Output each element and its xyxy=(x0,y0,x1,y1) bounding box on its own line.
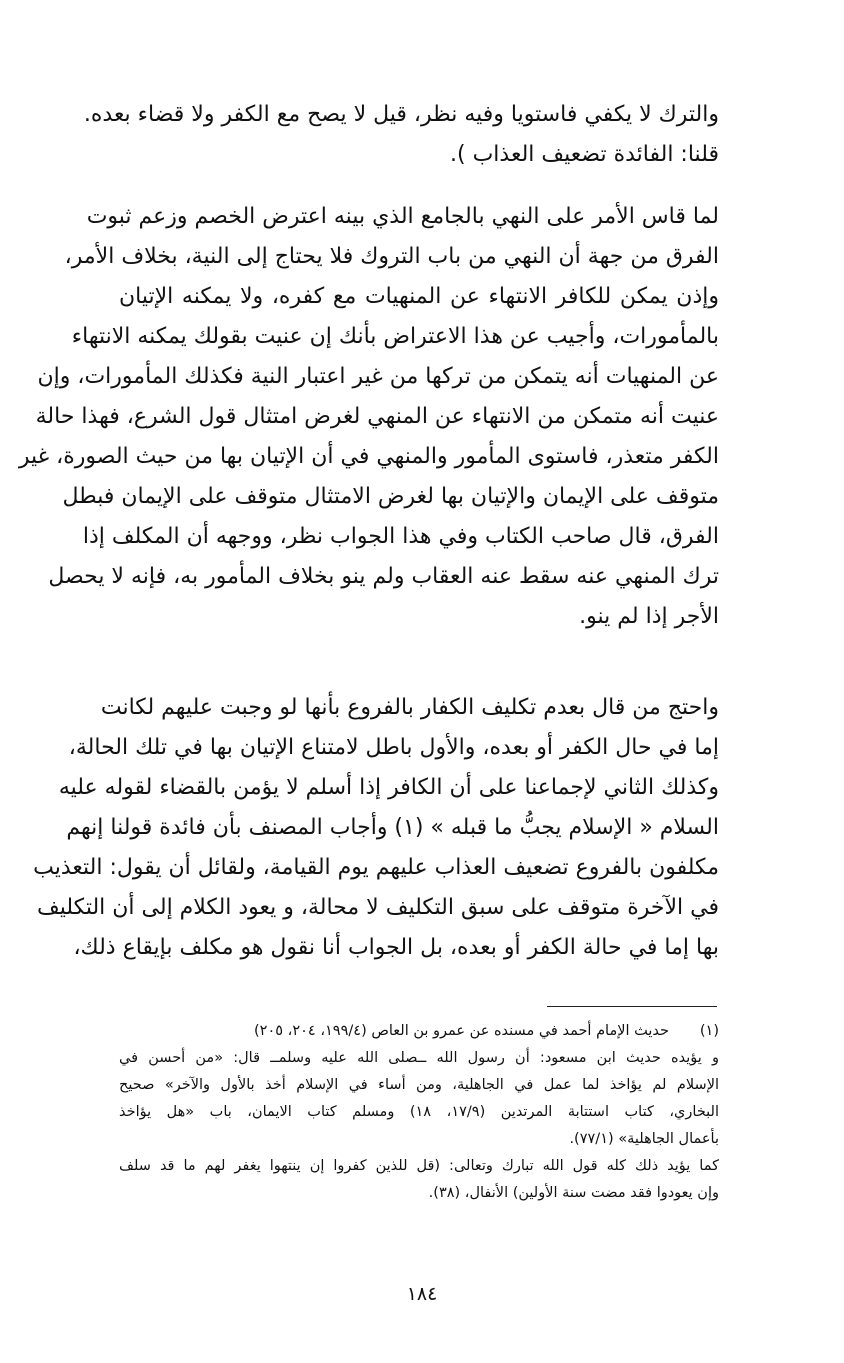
text-line: قلنا: الفائدة تضعيف العذاب ). xyxy=(450,142,719,167)
text-line: متوقف على الإيمان والإتيان بها لغرض الامتثال متوقف على الإيمان فبطل xyxy=(62,484,719,509)
footnote-marker: (١) xyxy=(699,1023,719,1039)
footnote-line: بأعمال الجاهلية» (٧٧/١). xyxy=(569,1131,719,1147)
text-line: الفرق، قال صاحب الكتاب وفي هذا الجواب نظر، ووجهه أن المكلف إذا xyxy=(82,524,719,549)
footnote-line: البخاري، كتاب استتابة المرتدين (١٧/٩، ١٨) ومسلم كتاب الايمان، باب «هل يؤاخذ xyxy=(119,1104,720,1120)
footnote-line: كما يؤيد ذلك كله قول الله تبارك وتعالى: (قل للذين كفروا إن ينتهوا يغفر لهم ما قد سلف xyxy=(119,1158,719,1174)
paragraph-3 xyxy=(33,688,719,968)
text-line: لما قاس الأمر على النهي بالجامع الذي بينه اعترض الخصم وزعم ثبوت xyxy=(86,204,719,229)
page-number: ١٨٤ xyxy=(406,1283,438,1305)
text-line: إما في حال الكفر أو بعده، والأول باطل لامتناع الإتيان بها في تلك الحالة، xyxy=(68,735,719,760)
footnote-first-line xyxy=(119,1018,719,1045)
text-line: عن المنهيات أنه يتمكن من تركها من غير اعتبار النية فكذلك المأمورات، وإن xyxy=(37,364,719,389)
footnote-line: و يؤيده حديث ابن مسعود: أن رسول الله ــصلى الله عليه وسلمــ قال: «من أحسن في xyxy=(119,1050,719,1066)
text-line: بالمأمورات، وأجيب عن هذا الاعتراض بأنك إن عنيت بقولك يمكنه الانتهاء xyxy=(71,324,719,349)
text-line: بها إما في حالة الكفر أو بعده، بل الجواب أنا نقول هو مكلف بإيقاع ذلك، xyxy=(73,935,719,960)
text-line: الأجر إذا لم ينو. xyxy=(579,604,719,629)
footnote-separator xyxy=(547,1006,717,1007)
text-line: السلام « الإسلام يجبُّ ما قبله » (١) وأجاب المصنف بأن فائدة قولنا إنهم xyxy=(66,815,719,840)
text-line: في الآخرة متوقف على سبق التكليف لا محالة، و يعود الكلام إلى أن التكليف xyxy=(36,895,719,920)
paragraph-2 xyxy=(18,197,719,637)
text-line: واحتج من قال بعدم تكليف الكفار بالفروع بأنها لو وجبت عليهم لكانت xyxy=(100,695,719,720)
footnotes xyxy=(119,1018,719,1207)
text-line: وكذلك الثاني لإجماعنا على أن الكافر إذا أسلم لا يؤمن بالقضاء لقوله عليه xyxy=(58,775,719,800)
text-line: ترك المنهي عنه سقط عنه العقاب ولم ينو بخلاف المأمور به، فإنه لا يحصل xyxy=(48,564,719,589)
text-line: مكلفون بالفروع تضعيف العذاب عليهم يوم القيامة، ولقائل أن يقول: التعذيب xyxy=(33,855,719,880)
text-line: الفرق من جهة أن النهي من باب التروك فلا يحتاج إلى النية، بخلاف الأمر، xyxy=(64,244,719,269)
text-line: عنيت أنه متمكن من الانتهاء عن المنهي لغرض امتثال قول الشرع، فهذا حالة xyxy=(35,404,719,429)
footnote-citation: حديث الإمام أحمد في مسنده عن عمرو بن العاص (١٩٩/٤، ٢٠٤، ٢٠٥) xyxy=(254,1023,669,1039)
paragraph-1 xyxy=(83,95,719,175)
text-line: والترك لا يكفي فاستويا وفيه نظر، قيل لا يصح مع الكفر ولا قضاء بعده. xyxy=(83,102,719,127)
text-line: وإذن يمكن للكافر الانتهاء عن المنهيات مع كفره، ولا يمكنه الإتيان xyxy=(119,284,719,309)
footnote-line: وإن يعودوا فقد مضت سنة الأولين) الأنفال، (٣٨). xyxy=(428,1185,719,1201)
text-line: الكفر متعذر، فاستوى المأمور والمنهي في أن الإتيان بها من حيث الصورة، غير xyxy=(18,444,719,469)
footnote-line: الإسلام لم يؤاخذ لما عمل في الجاهلية، ومن أساء في الإسلام أخذ بالأول والآخر» صحيح xyxy=(119,1077,719,1093)
